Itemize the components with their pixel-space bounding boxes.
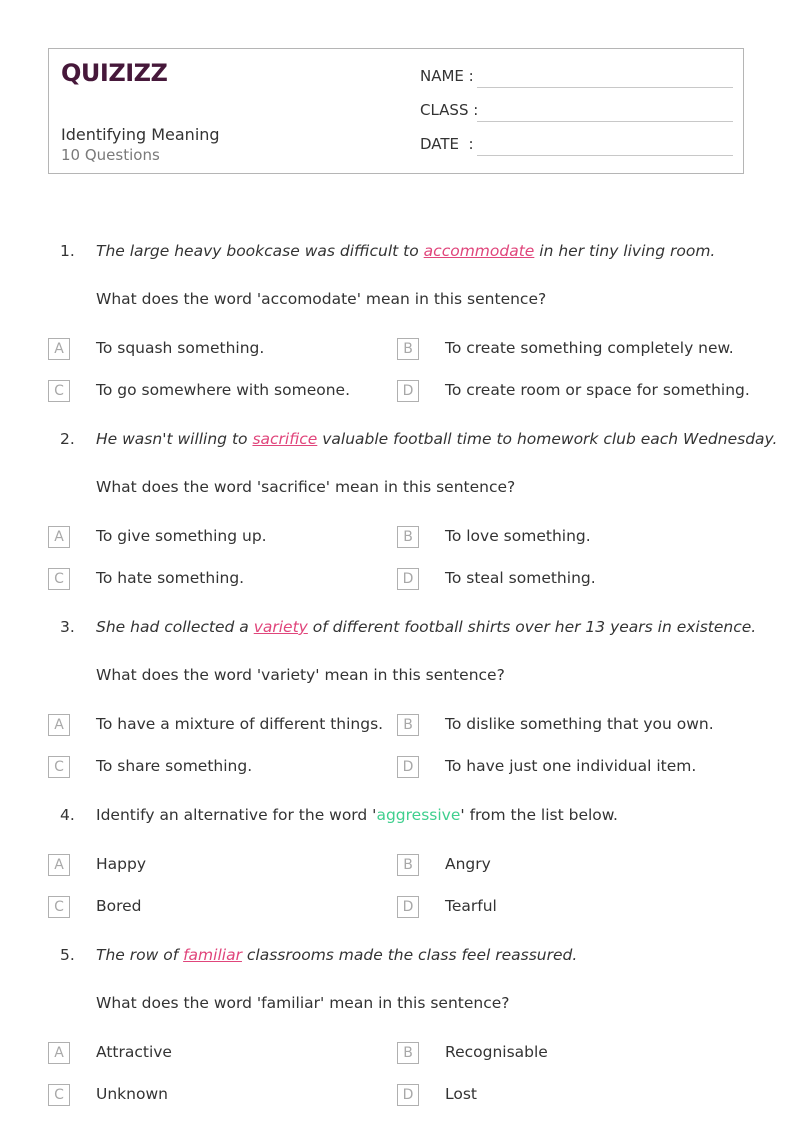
- option-c-text[interactable]: Unknown: [96, 1085, 168, 1103]
- option-d-text[interactable]: To create room or space for something.: [445, 381, 750, 399]
- option-c-text[interactable]: To go somewhere with someone.: [96, 381, 350, 399]
- question-number: 4.: [60, 806, 75, 824]
- class-line[interactable]: [477, 121, 733, 122]
- option-a-box[interactable]: A: [48, 1042, 70, 1064]
- sentence-start: Identify an alternative for the word ': [96, 806, 377, 824]
- option-b-box[interactable]: B: [397, 526, 419, 548]
- keyword: familiar: [183, 946, 242, 964]
- option-b-box[interactable]: B: [397, 714, 419, 736]
- quizizz-logo: QUIZIZZ: [61, 59, 168, 87]
- option-a-box[interactable]: A: [48, 338, 70, 360]
- question-sentence: [96, 618, 756, 636]
- question-prompt: What does the word 'familiar' mean in this sentence?: [96, 994, 510, 1012]
- class-label: CLASS :: [420, 101, 479, 119]
- option-a-text[interactable]: Happy: [96, 855, 147, 873]
- question-prompt: What does the word 'variety' mean in this sentence?: [96, 666, 505, 684]
- sentence-start: She had collected a: [96, 618, 254, 636]
- option-c-box[interactable]: C: [48, 380, 70, 402]
- option-a-box[interactable]: A: [48, 714, 70, 736]
- option-d-box[interactable]: D: [397, 568, 419, 590]
- date-field[interactable]: [420, 135, 733, 157]
- option-d-box[interactable]: D: [397, 896, 419, 918]
- option-a-box[interactable]: A: [48, 526, 70, 548]
- date-label: DATE :: [420, 135, 474, 153]
- option-d-box[interactable]: D: [397, 756, 419, 778]
- option-c-text[interactable]: To hate something.: [96, 569, 245, 587]
- question-sentence: [96, 946, 577, 964]
- sentence-end: valuable football time to homework club each Wednesday.: [317, 430, 778, 448]
- sentence-start: The large heavy bookcase was difficult to: [96, 242, 424, 260]
- sentence-end: classrooms made the class feel reassured.: [241, 946, 578, 964]
- sentence-end: of different football shirts over her 13 years in existence.: [307, 618, 757, 636]
- option-d-text[interactable]: To steal something.: [445, 569, 596, 587]
- option-a-text[interactable]: To give something up.: [96, 527, 267, 545]
- question-sentence: [96, 430, 777, 448]
- option-d-text[interactable]: To have just one individual item.: [445, 757, 697, 775]
- keyword: accommodate: [423, 242, 535, 260]
- option-d-box[interactable]: D: [397, 1084, 419, 1106]
- name-field[interactable]: [420, 67, 733, 89]
- question-number: 5.: [60, 946, 75, 964]
- sentence-start: The row of: [96, 946, 184, 964]
- question-number: 3.: [60, 618, 75, 636]
- question-sentence: [96, 242, 715, 260]
- option-d-box[interactable]: D: [397, 380, 419, 402]
- name-line[interactable]: [477, 87, 733, 88]
- option-a-text[interactable]: To have a mixture of different things.: [96, 715, 384, 733]
- class-field[interactable]: [420, 101, 733, 123]
- option-b-box[interactable]: B: [397, 854, 419, 876]
- option-a-text[interactable]: To squash something.: [96, 339, 265, 357]
- option-a-box[interactable]: A: [48, 854, 70, 876]
- question-count: 10 Questions: [61, 146, 160, 164]
- option-b-text[interactable]: To create something completely new.: [445, 339, 734, 357]
- worksheet-header: [48, 48, 744, 174]
- worksheet-title: Identifying Meaning: [61, 125, 220, 144]
- keyword: variety: [253, 618, 308, 636]
- option-c-box[interactable]: C: [48, 568, 70, 590]
- question-number: 2.: [60, 430, 75, 448]
- option-c-text[interactable]: To share something.: [96, 757, 253, 775]
- option-b-box[interactable]: B: [397, 1042, 419, 1064]
- question-number: 1.: [60, 242, 75, 260]
- option-a-text[interactable]: Attractive: [96, 1043, 172, 1061]
- option-b-text[interactable]: Angry: [445, 855, 491, 873]
- question-sentence: [96, 806, 618, 824]
- option-c-box[interactable]: C: [48, 756, 70, 778]
- keyword: aggressive: [376, 806, 461, 824]
- sentence-start: He wasn't willing to: [96, 430, 253, 448]
- option-c-box[interactable]: C: [48, 896, 70, 918]
- option-b-text[interactable]: Recognisable: [445, 1043, 548, 1061]
- option-b-text[interactable]: To dislike something that you own.: [445, 715, 714, 733]
- question-prompt: What does the word 'accomodate' mean in this sentence?: [96, 290, 547, 308]
- option-d-text[interactable]: Lost: [445, 1085, 477, 1103]
- sentence-end: ' from the list below.: [460, 806, 618, 824]
- name-label: NAME :: [420, 67, 474, 85]
- option-c-text[interactable]: Bored: [96, 897, 142, 915]
- question-prompt: What does the word 'sacrifice' mean in this sentence?: [96, 478, 516, 496]
- option-c-box[interactable]: C: [48, 1084, 70, 1106]
- date-line[interactable]: [477, 155, 733, 156]
- keyword: sacrifice: [252, 430, 318, 448]
- option-d-text[interactable]: Tearful: [445, 897, 497, 915]
- option-b-box[interactable]: B: [397, 338, 419, 360]
- sentence-end: in her tiny living room.: [534, 242, 716, 260]
- option-b-text[interactable]: To love something.: [445, 527, 591, 545]
